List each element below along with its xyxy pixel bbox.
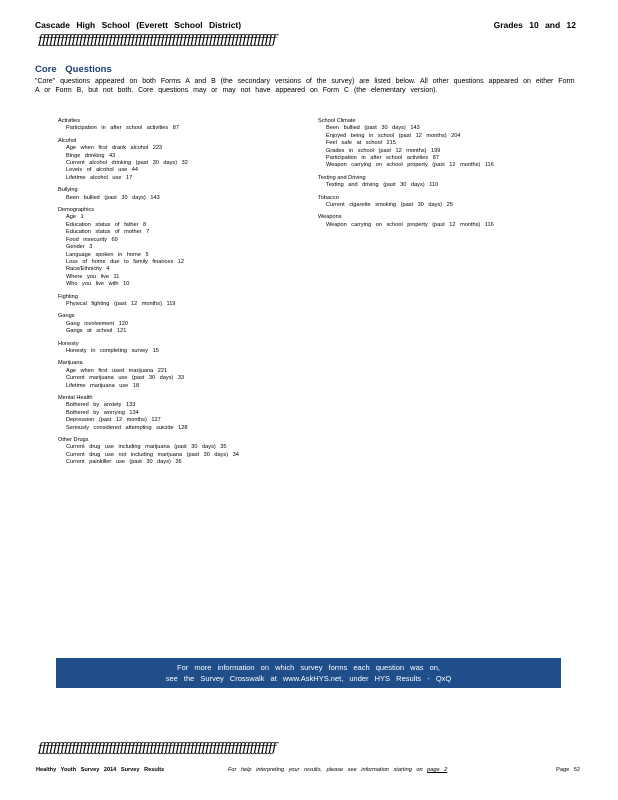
banner-line-1: For more information on which survey forms each question was on, xyxy=(176,663,440,672)
category-title: Gangs xyxy=(58,313,75,320)
question-item: Been bullied (past 30 days) 143 xyxy=(66,194,160,201)
category-gangs xyxy=(58,313,308,335)
question-item: Honesty in completing survey 15 xyxy=(66,347,159,354)
question-item: Age when first drank alcohol 223 xyxy=(66,145,163,152)
category-title: Mental Health xyxy=(58,395,93,401)
question-item: Education status of mother 7 xyxy=(66,229,150,236)
question-item: Education status of father 8 xyxy=(66,221,147,228)
question-item: Gender 3 xyxy=(66,244,93,251)
category-title: Texting and Driving xyxy=(318,174,366,181)
section-intro: "Core" questions appeared on both Forms A and B (the secondary versions of the survey) are listed below. All other questions appeared on either Form A or Form B, but not both. Core questions may or may not have appeared on Form C (the elementary version). xyxy=(35,78,575,94)
question-item: Current alcohol drinking (past 30 days) 32 xyxy=(66,160,188,167)
question-item: Texting and driving (past 30 days) 110 xyxy=(326,182,439,189)
category-alcohol xyxy=(58,138,308,182)
category-school-climate xyxy=(318,118,578,170)
question-item: Weapon carrying on school property (past 12 months) 116 xyxy=(326,162,494,169)
question-item: Gangs at school 121 xyxy=(66,328,127,335)
category-title: Other Drugs xyxy=(58,437,89,444)
school-title: Cascade High School (Everett School District) xyxy=(35,20,242,30)
question-item: Age 1 xyxy=(66,214,84,221)
footer-survey-title: Healthy Youth Survey 2014 Survey Results xyxy=(36,767,165,773)
left-column xyxy=(58,118,308,467)
category-demographics xyxy=(58,207,308,288)
category-fighting xyxy=(58,294,308,309)
question-item: Race/Ethnicity 4 xyxy=(66,266,110,273)
question-item: Loss of home due to family finances 12 xyxy=(66,258,185,265)
question-item: Seriously considered attempting suicide 128 xyxy=(66,424,188,431)
right-column xyxy=(318,118,578,229)
question-item: Lifetime marijuana use 18 xyxy=(66,382,140,389)
category-title: Activities xyxy=(58,118,81,124)
question-item: Gang involvement 120 xyxy=(66,320,128,327)
question-item: Current cigarette smoking (past 30 days) 25 xyxy=(326,202,453,209)
question-item: Weapon carrying on school property (past 12 months) 116 xyxy=(326,221,494,228)
category-title: Weapons xyxy=(318,214,342,221)
question-item: Current painkiller use (past 30 days) 36 xyxy=(66,459,182,466)
category-title: School Climate xyxy=(318,118,356,124)
question-item: Grades in school (past 12 months) 199 xyxy=(326,147,441,154)
question-item: Age when first used marijuana 221 xyxy=(66,367,168,374)
banner-line-2: see the Survey Crosswalk at www.AskHYS.net, under HYS Results - QxQ xyxy=(165,674,452,683)
section-title: Core Questions xyxy=(35,64,112,75)
category-title: Demographics xyxy=(58,207,95,214)
question-item: Who you live with 10 xyxy=(66,281,130,288)
question-item: Language spoken in home 5 xyxy=(66,251,149,258)
question-item: Depression (past 12 months) 127 xyxy=(66,417,161,424)
category-honesty xyxy=(58,341,308,356)
footer-help-label: For help interpreting your results, please see information starting on xyxy=(228,767,423,773)
footer-page-link[interactable]: page 2 xyxy=(427,767,448,773)
footer-help-text xyxy=(228,767,447,773)
category-weapons xyxy=(318,214,578,229)
question-item: Current drug use not including marijuana (past 30 days) 34 xyxy=(66,451,239,458)
category-activities xyxy=(58,118,308,133)
question-item: Physical fighting (past 12 months) 119 xyxy=(66,300,176,307)
question-item: Current drug use including marijuana (past 30 days) 35 xyxy=(66,444,227,451)
question-item: Lifetime alcohol use 17 xyxy=(66,174,133,181)
question-item: Bothered by anxiety 133 xyxy=(66,402,136,409)
question-item: Enjoyed being in school (past 12 months) 204 xyxy=(326,132,461,139)
question-item: Levels of alcohol use 44 xyxy=(66,167,139,174)
question-item: Binge drinking 43 xyxy=(66,152,116,159)
category-tobacco xyxy=(318,195,578,210)
category-title: Bullying xyxy=(58,187,78,194)
category-title: Marijuana xyxy=(58,360,83,367)
grades-label: Grades 10 and 12 xyxy=(493,20,576,30)
question-item: Feel safe at school 215 xyxy=(326,140,396,147)
question-item: Current marijuana use (past 30 days) 33 xyxy=(66,375,185,382)
info-banner xyxy=(56,658,561,688)
page-number: Page 52 xyxy=(556,767,580,773)
header-rule: ƒƒƒƒƒƒƒƒƒƒƒƒƒƒƒƒƒƒƒƒƒƒƒƒƒƒƒƒƒƒƒƒƒƒƒƒƒƒƒƒƒƒƒƒƒƒƒƒƒƒƒƒƒƒƒƒƒƒƒƒƒƒƒƒ xyxy=(38,33,276,48)
category-bullying xyxy=(58,187,308,202)
category-other-drugs xyxy=(58,437,308,467)
category-title: Honesty xyxy=(58,340,79,347)
question-item: Where you live 11 xyxy=(66,273,120,280)
question-item: Been bullied (past 30 days) 143 xyxy=(326,125,420,132)
question-item: Participation in after school activities 87 xyxy=(326,155,439,162)
question-item: Bothered by worrying 134 xyxy=(66,409,139,416)
category-title: Fighting xyxy=(58,293,78,300)
category-marijuana xyxy=(58,360,308,390)
category-title: Alcohol xyxy=(58,137,77,144)
category-title: Tobacco xyxy=(318,194,339,201)
question-item: Participation in after school activities 87 xyxy=(66,125,179,132)
footer-rule: ƒƒƒƒƒƒƒƒƒƒƒƒƒƒƒƒƒƒƒƒƒƒƒƒƒƒƒƒƒƒƒƒƒƒƒƒƒƒƒƒƒƒƒƒƒƒƒƒƒƒƒƒƒƒƒƒƒƒƒƒƒƒƒƒ xyxy=(38,741,276,756)
category-mental-health xyxy=(58,395,308,432)
category-texting-driving xyxy=(318,175,578,190)
question-item: Food insecurity 69 xyxy=(66,236,118,243)
